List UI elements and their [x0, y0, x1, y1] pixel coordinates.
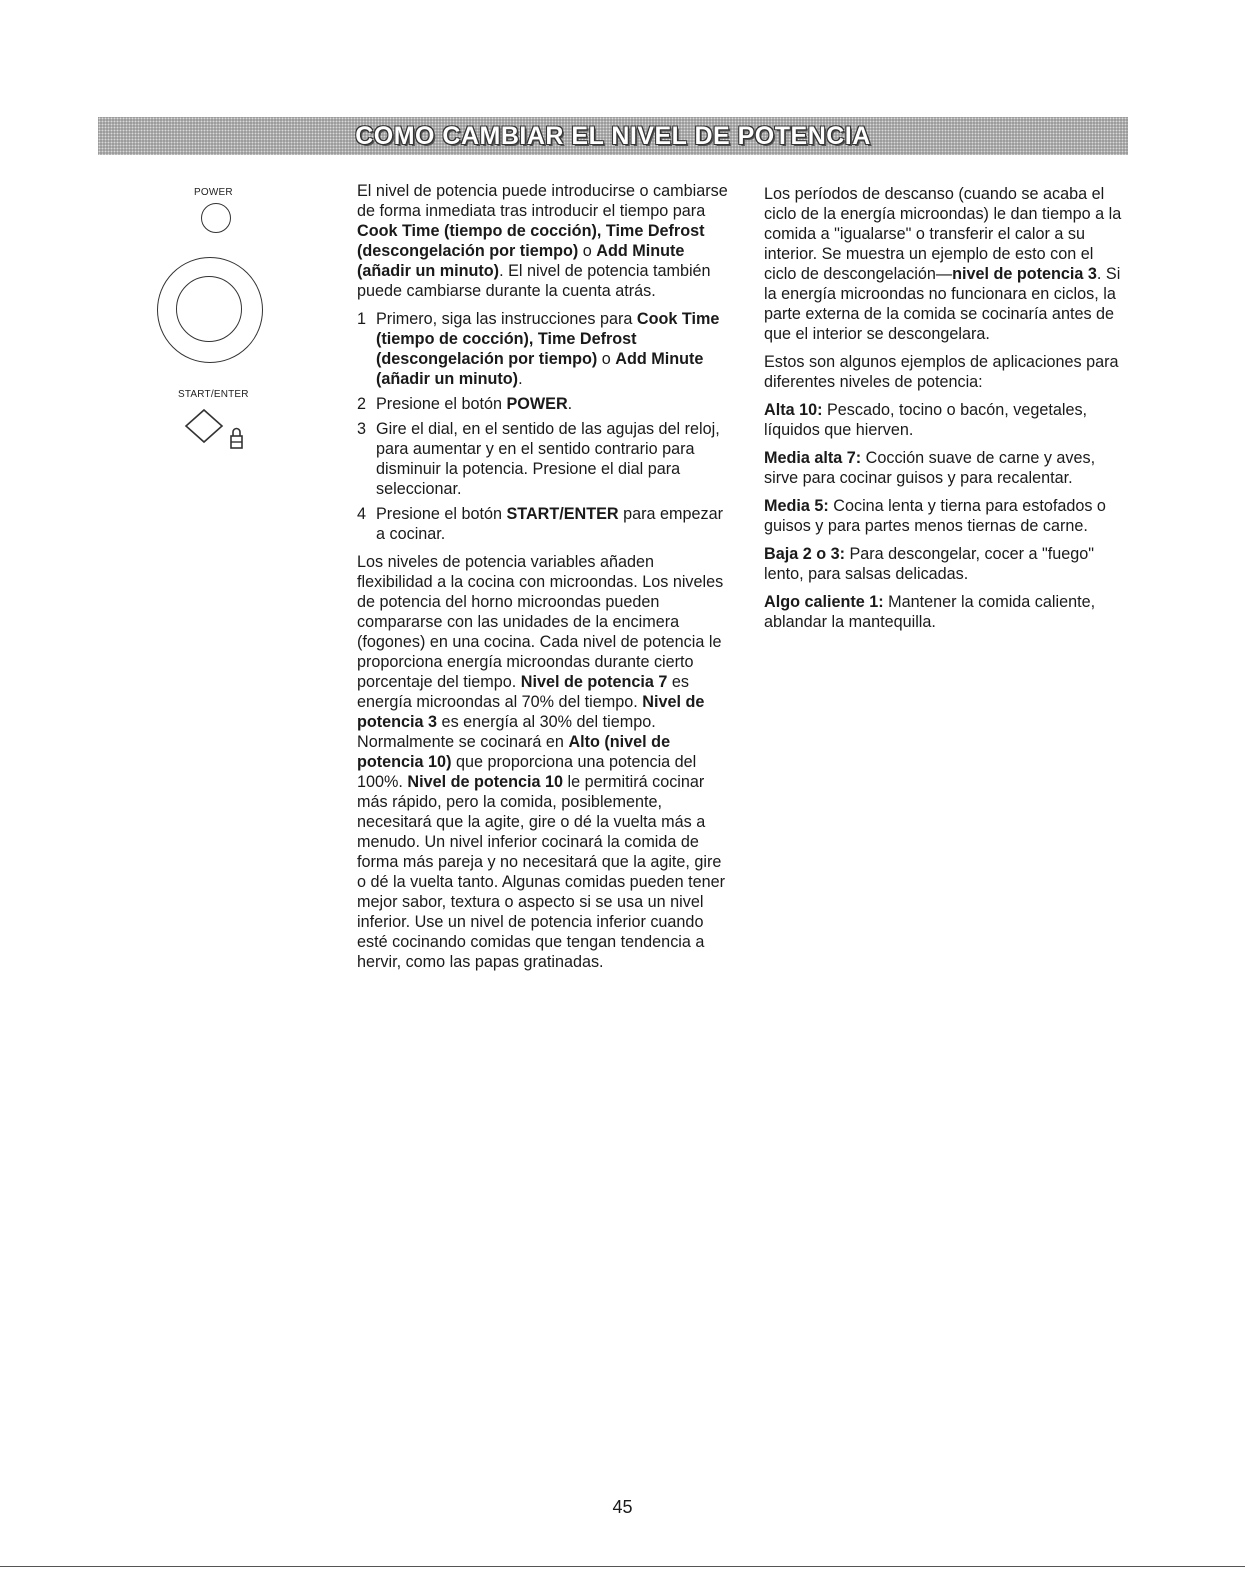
bold-text: START/ENTER	[506, 505, 619, 523]
bold-text: Nivel de potencia 3	[357, 693, 705, 731]
step-number: 2	[357, 395, 367, 413]
bold-text: Nivel de potencia 10	[407, 773, 564, 791]
dial-knob-icon	[157, 257, 263, 363]
bottom-rule	[0, 1566, 1245, 1567]
middle-column	[357, 181, 732, 980]
power-label: POWER	[194, 187, 233, 198]
rest-periods-paragraph: Los períodos de descanso (cuando se acaba el ciclo de la energía microondas) le dan tiempo a la comida a "igualarse" o transferir el calor a su interior. Se muestra un ejemplo de esto con el ciclo de descongelación—nivel de potencia 3. Si la energía microondas no funcionara en ciclos, la parte externa de la comida se cocinaría antes de que el interior se descongelara.	[764, 185, 1122, 343]
bold-text: Media 5:	[764, 497, 829, 515]
step-item	[357, 394, 732, 414]
step-text: Presione el botón START/ENTER para empezar a cocinar.	[376, 505, 723, 543]
start-enter-label: START/ENTER	[178, 389, 249, 400]
section-title: COMO CAMBIAR EL NIVEL DE POTENCIA	[355, 121, 871, 150]
step-text: Gire el dial, en el sentido de las agujas del reloj, para aumentar y en el sentido contrario para disminuir la potencia. Presione el dial para seleccionar.	[376, 420, 720, 498]
bold-text: Alta 10:	[764, 401, 823, 419]
page-number: 45	[612, 1497, 633, 1517]
section-banner	[98, 117, 1128, 155]
bold-text: Add Minute (añadir un minuto)	[376, 350, 704, 388]
examples-intro: Estos son algunos ejemplos de aplicaciones para diferentes niveles de potencia:	[764, 353, 1119, 391]
power-level-item: Alta 10: Pescado, tocino o bacón, vegetales, líquidos que hierven.	[764, 401, 1088, 439]
step-item	[357, 504, 732, 544]
step-number: 4	[357, 505, 367, 523]
bold-text: Baja 2 o 3:	[764, 545, 845, 563]
power-levels-explanation: Los niveles de potencia variables añaden flexibilidad a la cocina con microondas. Los niveles de potencia del horno microondas pueden compararse con las unidades de la encimera (fogones) en una cocina. Cada nivel de potencia le proporciona energía microondas durante cierto porcentaje del tiempo. Nivel de potencia 7 es energía microondas al 70% del tiempo. Nivel de potencia 3 es energía al 30% del tiempo. Normalmente se cocinará en Alto (nivel de potencia 10) que proporciona una potencia del 100%. Nivel de potencia 10 le permitirá cocinar más rápido, pero la comida, posiblemente, necesitará que la agite, gire o dé la vuelta más a menudo. Un nivel inferior cocinará la comida de forma más pareja y no necesitará que la agite, gire o dé la vuelta tanto. Algunas comidas pueden tener mejor sabor, textura o aspecto si se usa un nivel inferior. Use un nivel de potencia inferior cuando esté cocinando comidas que tengan tendencia a hervir, como las papas gratinadas.	[357, 553, 726, 971]
bold-text: Alto (nivel de potencia 10)	[357, 733, 671, 771]
step-text: Primero, siga las instrucciones para Cook Time (tiempo de cocción), Time Defrost (descongelación por tiempo) o Add Minute (añadir un minuto).	[376, 310, 720, 388]
power-level-item: Algo caliente 1: Mantener la comida caliente, ablandar la mantequilla.	[764, 593, 1096, 631]
step-number: 3	[357, 420, 367, 438]
bold-text: nivel de potencia 3	[952, 265, 1097, 283]
power-level-item: Baja 2 o 3: Para descongelar, cocer a "fuego" lento, para salsas delicadas.	[764, 545, 1095, 583]
diamond-lock-icon	[180, 406, 260, 456]
power-level-item: Media alta 7: Cocción suave de carne y aves, sirve para cocinar guisos y para recalentar.	[764, 449, 1096, 487]
right-column	[764, 184, 1124, 640]
bold-text: POWER	[506, 395, 568, 413]
bold-text: Algo caliente 1:	[764, 593, 884, 611]
step-item	[357, 419, 732, 499]
bold-text: Nivel de potencia 7	[520, 673, 668, 691]
steps-list	[357, 309, 732, 544]
intro-paragraph: El nivel de potencia puede introducirse o cambiarse de forma inmediata tras introducir el tiempo para Cook Time (tiempo de cocción), Time Defrost (descongelación por tiempo) o Add Minute (añadir un minuto). El nivel de potencia también puede cambiarse durante la cuenta atrás.	[357, 182, 728, 300]
bold-text: Add Minute (añadir un minuto)	[357, 242, 685, 280]
levels-list	[764, 400, 1124, 632]
bold-text: Media alta 7:	[764, 449, 862, 467]
step-text: Presione el botón POWER.	[376, 395, 573, 413]
control-panel-illustration	[140, 183, 270, 483]
dial-inner-ring	[176, 276, 242, 342]
circle-button-icon	[201, 203, 231, 233]
step-item	[357, 309, 732, 389]
bold-text: Cook Time (tiempo de cocción), Time Defrost (descongelación por tiempo)	[376, 310, 720, 368]
power-level-item: Media 5: Cocina lenta y tierna para estofados o guisos y para partes menos tiernas de carne.	[764, 497, 1106, 535]
bold-text: Cook Time (tiempo de cocción), Time Defrost (descongelación por tiempo)	[357, 222, 705, 260]
step-number: 1	[357, 310, 367, 328]
